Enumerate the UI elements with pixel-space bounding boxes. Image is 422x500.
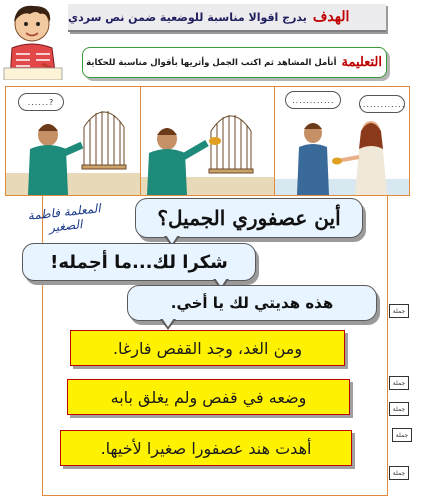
scene-bird-in-cage [140, 87, 275, 195]
sentence-strip-2[interactable] [67, 379, 350, 415]
scene-gift [274, 87, 409, 195]
sentence-text-3: أهدت هند عصفورا صغيرا لأخيها. [100, 438, 312, 458]
sentence-strip-3[interactable] [60, 430, 352, 466]
speech-text-3: هذه هديتي لك يا أخي. [170, 294, 334, 312]
answer-box-4[interactable]: جملة [392, 428, 412, 442]
scene-empty-cage [6, 87, 140, 195]
goal-text: يدرج اقوالا مناسبة للوضعية ضمن نص سردي [68, 10, 307, 24]
answer-box-5[interactable]: جملة [389, 466, 409, 480]
speech-bubble-thanks [22, 243, 256, 281]
answer-box-2[interactable]: جملة [389, 376, 409, 390]
instruction-label: التعليمة [341, 55, 382, 70]
speech-text-2: شكرا لك...ما أجمله! [50, 251, 228, 273]
speech-bubble-2: ............ [285, 91, 341, 109]
instruction-text: أتأمل المشاهد ثم اكتب الجمل وأثريها بأقوال مناسبة للحكاية [86, 57, 337, 68]
speech-bubble-1: ......? [18, 93, 64, 111]
speech-bubble-gift [127, 285, 377, 321]
speech-bubble-3: ............. [359, 95, 405, 113]
speech-bubble-question [135, 198, 363, 238]
goal-label: الهدف [312, 9, 350, 25]
sentence-text-2: وضعه في قفص ولم يغلق بابه [110, 387, 307, 407]
speech-text-1: أين عصفوري الجميل؟ [157, 206, 341, 230]
sentence-text-1: ومن الغد، وجد القفص فارغا. [112, 338, 303, 358]
answer-box-1[interactable]: جملة [389, 304, 409, 318]
instruction-box [82, 47, 387, 78]
sentence-strip-1[interactable] [70, 330, 345, 366]
teacher-signature: المعلمة فاطمة الصغير [27, 201, 102, 235]
boy-writing-illustration [2, 2, 66, 80]
scene-strip [5, 86, 410, 196]
answer-box-3[interactable]: جملة [389, 402, 409, 416]
man-bird-cage-illustration [141, 87, 275, 195]
goal-banner [68, 4, 386, 32]
